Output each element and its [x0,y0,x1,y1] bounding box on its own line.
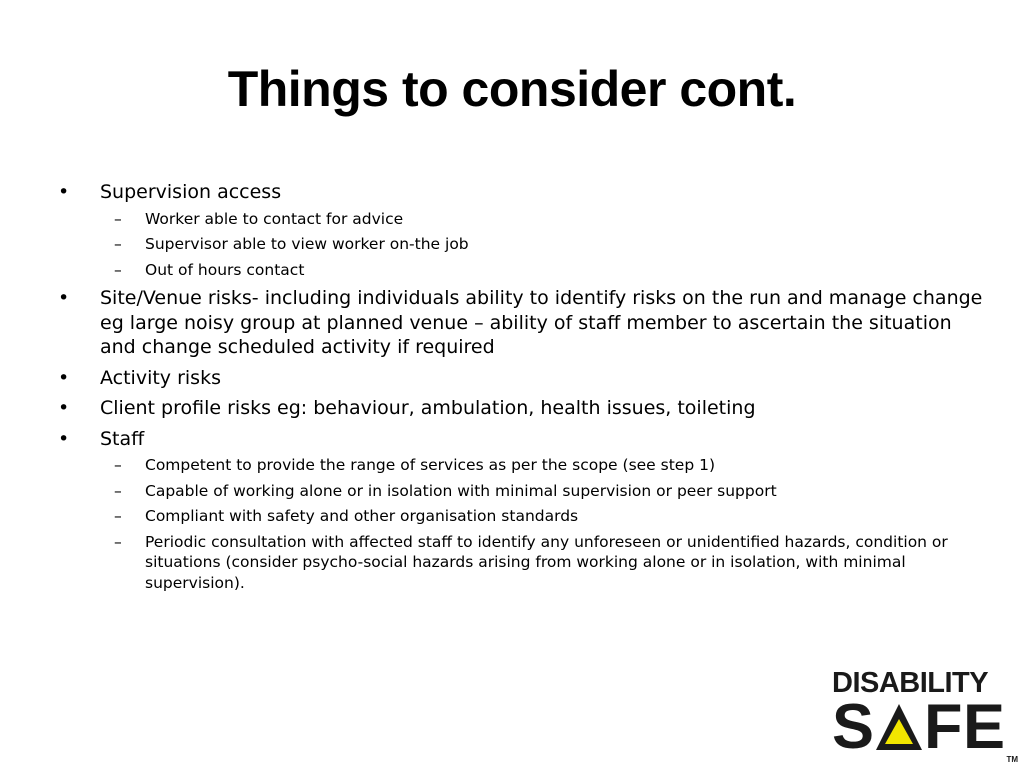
logo-letter-s: S [832,692,875,762]
bullet-text: Supervision access [100,181,282,203]
dash-icon: – [114,507,122,525]
dash-icon: – [114,532,122,551]
sub-bullet-item [100,260,988,281]
bullet-text: Client profile risks eg: behaviour, ambulation, health issues, toileting [100,397,756,419]
sub-bullet-list [100,455,988,593]
warning-triangle-icon [874,702,924,752]
bullet-item-site-venue [58,286,988,360]
sub-bullet-text: Out of hours contact [145,260,305,279]
sub-bullet-text: Worker able to contact for advice [145,209,404,228]
sub-bullet-item [100,506,988,527]
logo-letter-e: E [963,692,1006,762]
sub-bullet-item [100,209,988,230]
bullet-item-client-profile [58,396,988,421]
bullet-text: Site/Venue risks- including individuals ability to identify risks on the run and manage change eg large noisy group at planned venue – ability of staff member to ascertain the situation and change scheduled activity if required [100,287,983,358]
bullet-item-staff [58,427,988,594]
bullet-icon: • [58,181,70,203]
sub-bullet-text: Capable of working alone or in isolation with minimal supervision or peer support [145,481,777,500]
dash-icon: – [114,235,122,253]
sub-bullet-text: Supervisor able to view worker on-the job [145,235,469,253]
logo-line1: DISABILITY [832,667,989,699]
sub-bullet-item [100,234,988,255]
disability-safe-logo [832,668,1022,766]
bullet-icon: • [58,427,70,450]
slide-title: Things to consider cont. [227,61,797,117]
logo-letter-f: F [924,692,963,762]
bullet-item-supervision [58,180,988,280]
sub-bullet-list [100,209,988,281]
bullet-item-activity [58,366,988,391]
bullet-icon: • [58,397,70,419]
sub-bullet-text: Competent to provide the range of services as per the scope (see step 1) [145,456,716,474]
bullet-icon: • [58,287,70,309]
bullet-text: Staff [100,427,145,450]
sub-bullet-item [100,532,988,594]
bullet-icon: • [58,366,70,389]
dash-icon: – [114,456,122,474]
dash-icon: – [114,481,122,500]
slide-content [58,180,988,599]
bullet-list [58,180,988,593]
sub-bullet-text: Periodic consultation with affected staff to identify any unforeseen or unidentified hazards, condition or situations (consider psycho-social hazards arising from working alone or in isolation, with minimal supervision). [145,532,948,592]
sub-bullet-item [100,481,988,502]
dash-icon: – [114,260,122,279]
sub-bullet-text: Compliant with safety and other organisation standards [145,507,579,525]
dash-icon: – [114,209,122,228]
trademark-symbol: TM [1006,755,1018,764]
sub-bullet-item [100,455,988,476]
bullet-text: Activity risks [100,366,221,389]
